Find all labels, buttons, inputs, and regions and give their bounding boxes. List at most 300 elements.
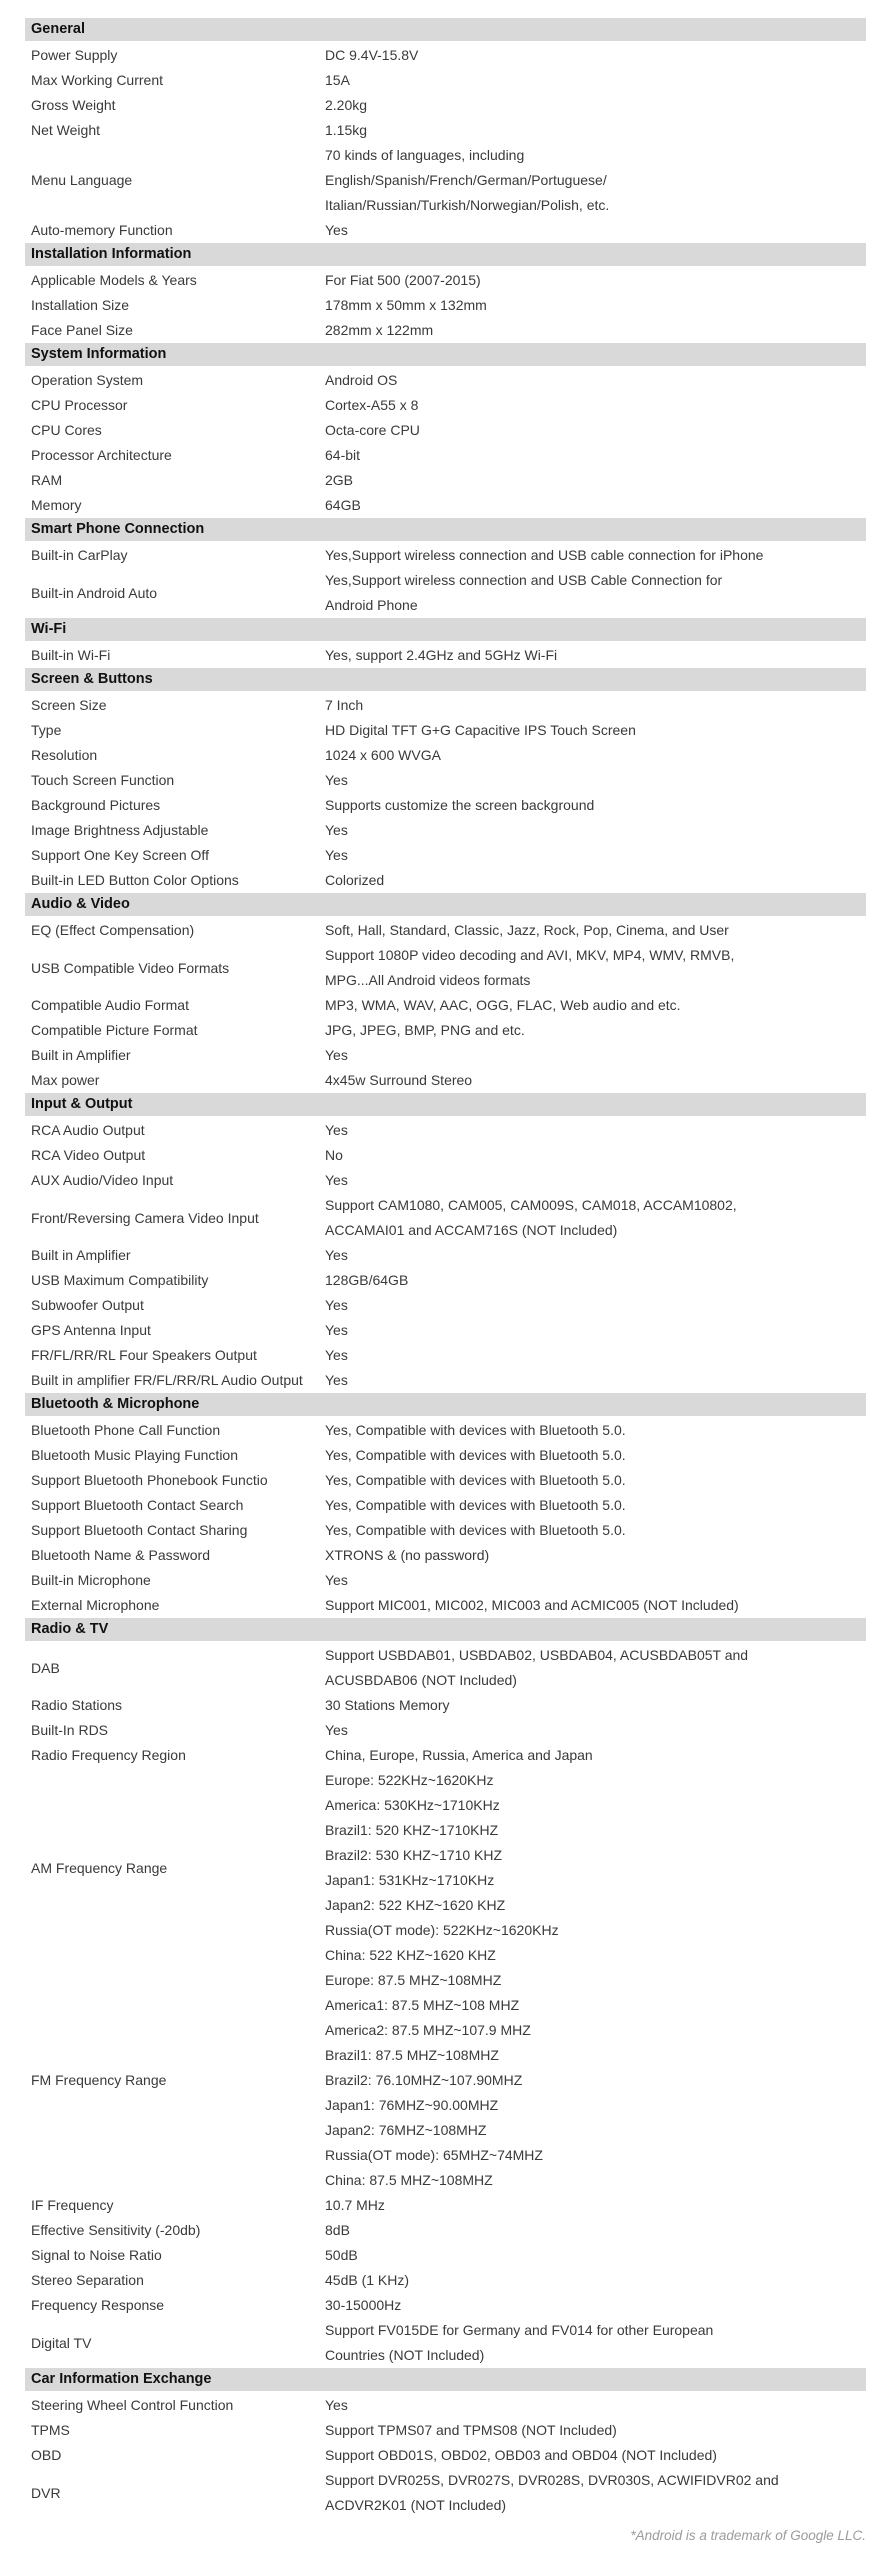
section-title: Audio & Video xyxy=(31,896,130,912)
spec-value-line: Brazil1: 87.5 MHZ~108MHZ xyxy=(325,2047,499,2063)
spec-value-line: Europe: 522KHz~1620KHz xyxy=(325,1772,494,1788)
spec-value-line: Colorized xyxy=(325,872,385,888)
spec-label: Face Panel Size xyxy=(31,322,133,338)
spec-value xyxy=(325,2218,866,2243)
spec-value xyxy=(325,1143,866,1168)
spec-value xyxy=(325,1018,866,1043)
spec-value-line: DC 9.4V-15.8V xyxy=(325,47,419,63)
spec-value-line: Yes xyxy=(325,822,348,838)
spec-label: CPU Cores xyxy=(31,422,102,438)
spec-label: Digital TV xyxy=(31,2334,92,2351)
spec-value-line: ACCAMAI01 and ACCAM716S (NOT Included) xyxy=(325,1222,618,1238)
spec-value xyxy=(325,493,866,518)
spec-value-line: Yes xyxy=(325,222,348,238)
spec-label: Image Brightness Adjustable xyxy=(31,822,209,838)
section-header xyxy=(25,18,866,41)
spec-row xyxy=(25,2243,866,2268)
section-title: Radio & TV xyxy=(31,1621,109,1637)
spec-row xyxy=(25,1068,866,1093)
spec-value-line: Japan2: 522 KHZ~1620 KHZ xyxy=(325,1897,506,1913)
spec-value-line: Support OBD01S, OBD02, OBD03 and OBD04 (NOT Included) xyxy=(325,2447,717,2463)
spec-value xyxy=(325,1243,866,1268)
spec-value-line: Support CAM1080, CAM005, CAM009S, CAM018, ACCAM10802, xyxy=(325,1197,737,1213)
spec-value-line: 1024 x 600 WVGA xyxy=(325,747,441,763)
spec-value-line: Yes, Compatible with devices with Bluetooth 5.0. xyxy=(325,1522,626,1538)
spec-value-line: 15A xyxy=(325,72,350,88)
spec-label: Built-in Android Auto xyxy=(31,584,158,601)
spec-value-line: 30 Stations Memory xyxy=(325,1697,450,1713)
spec-label: Signal to Noise Ratio xyxy=(31,2247,162,2263)
spec-value xyxy=(325,1493,866,1518)
spec-value xyxy=(325,418,866,443)
spec-value xyxy=(325,1368,866,1393)
spec-label: Applicable Models & Years xyxy=(31,272,197,288)
spec-value-line: Japan1: 76MHZ~90.00MHZ xyxy=(325,2097,499,2113)
spec-row xyxy=(25,1418,866,1443)
spec-value-line: For Fiat 500 (2007-2015) xyxy=(325,272,481,288)
spec-label: TPMS xyxy=(31,2422,70,2438)
spec-row xyxy=(25,1518,866,1543)
section-title: General xyxy=(31,21,85,37)
spec-value xyxy=(325,1293,866,1318)
spec-row xyxy=(25,2218,866,2243)
spec-label: Compatible Picture Format xyxy=(31,1022,198,1038)
spec-value xyxy=(325,2318,866,2368)
spec-row xyxy=(25,643,866,668)
spec-value xyxy=(325,543,866,568)
spec-value xyxy=(325,1318,866,1343)
spec-value xyxy=(325,93,866,118)
spec-value xyxy=(325,1193,866,1243)
spec-label: Radio Stations xyxy=(31,1697,123,1713)
spec-row xyxy=(25,2268,866,2293)
spec-value-line: 8dB xyxy=(325,2222,350,2238)
spec-label: USB Maximum Compatibility xyxy=(31,1272,209,1288)
spec-label: Max power xyxy=(31,1072,100,1088)
spec-value-line: Cortex-A55 x 8 xyxy=(325,397,419,413)
spec-value-line: 1.15kg xyxy=(325,122,368,138)
section-header xyxy=(25,668,866,691)
spec-row xyxy=(25,718,866,743)
spec-row xyxy=(25,993,866,1018)
spec-row xyxy=(25,568,866,618)
spec-value xyxy=(325,2443,866,2468)
spec-row xyxy=(25,2293,866,2318)
spec-row xyxy=(25,1018,866,1043)
section-title: Bluetooth & Microphone xyxy=(31,1396,200,1412)
spec-label: Built-in CarPlay xyxy=(31,547,128,563)
spec-value xyxy=(325,468,866,493)
spec-value-line: Yes,Support wireless connection and USB Cable Connection for xyxy=(325,572,723,588)
spec-value-line: Yes, Compatible with devices with Bluetooth 5.0. xyxy=(325,1472,626,1488)
spec-value-line: Support 1080P video decoding and AVI, MKV, MP4, WMV, RMVB, xyxy=(325,947,735,963)
spec-value-line: Soft, Hall, Standard, Classic, Jazz, Rock, Pop, Cinema, and User xyxy=(325,922,729,938)
android-trademark-note: *Android is a trademark of Google LLC. xyxy=(630,2528,866,2543)
spec-row xyxy=(25,68,866,93)
spec-label: AUX Audio/Video Input xyxy=(31,1172,174,1188)
spec-value-line: Supports customize the screen background xyxy=(325,797,595,813)
spec-value xyxy=(325,118,866,143)
spec-value xyxy=(325,1768,866,1968)
spec-value-line: 128GB/64GB xyxy=(325,1272,409,1288)
spec-value xyxy=(325,843,866,868)
spec-value-line: Italian/Russian/Turkish/Norwegian/Polish, etc. xyxy=(325,197,610,213)
spec-value-line: Yes, Compatible with devices with Bluetooth 5.0. xyxy=(325,1497,626,1513)
spec-value-line: Support FV015DE for Germany and FV014 for other European xyxy=(325,2322,714,2338)
spec-value xyxy=(325,268,866,293)
spec-row xyxy=(25,1593,866,1618)
spec-row xyxy=(25,493,866,518)
section-title: Wi-Fi xyxy=(31,621,67,637)
spec-label: IF Frequency xyxy=(31,2197,114,2213)
spec-value-line: Japan1: 531KHz~1710KHz xyxy=(325,1872,495,1888)
spec-value-line: Yes xyxy=(325,1297,348,1313)
spec-label: Net Weight xyxy=(31,122,100,138)
spec-row xyxy=(25,418,866,443)
spec-label: RAM xyxy=(31,472,63,488)
spec-row xyxy=(25,1468,866,1493)
spec-value-line: 64GB xyxy=(325,497,361,513)
spec-value xyxy=(325,868,866,893)
spec-value-line: Android Phone xyxy=(325,597,418,613)
spec-value xyxy=(325,993,866,1018)
spec-value xyxy=(325,643,866,668)
spec-value xyxy=(325,2418,866,2443)
spec-value xyxy=(325,1118,866,1143)
spec-label: Bluetooth Name & Password xyxy=(31,1547,210,1563)
spec-value xyxy=(325,43,866,68)
spec-value-line: Yes xyxy=(325,847,348,863)
spec-value-line: Yes, support 2.4GHz and 5GHz Wi-Fi xyxy=(325,647,558,663)
spec-label: Steering Wheel Control Function xyxy=(31,2397,234,2413)
spec-value xyxy=(325,1543,866,1568)
spec-value-line: Yes xyxy=(325,2397,348,2413)
section-header xyxy=(25,618,866,641)
spec-label: AM Frequency Range xyxy=(31,1859,168,1876)
spec-value xyxy=(325,568,866,618)
spec-row xyxy=(25,43,866,68)
spec-value xyxy=(325,1518,866,1543)
spec-label: Screen Size xyxy=(31,697,107,713)
spec-row xyxy=(25,1568,866,1593)
spec-row xyxy=(25,1493,866,1518)
spec-label: Touch Screen Function xyxy=(31,772,175,788)
spec-value xyxy=(325,1593,866,1618)
spec-value xyxy=(325,293,866,318)
spec-row xyxy=(25,118,866,143)
spec-value-line: Octa-core CPU xyxy=(325,422,420,438)
spec-label: Built-in LED Button Color Options xyxy=(31,872,239,888)
spec-row xyxy=(25,1293,866,1318)
spec-value-line: Yes xyxy=(325,772,348,788)
spec-value xyxy=(325,743,866,768)
spec-value-line: 2GB xyxy=(325,472,354,488)
spec-row xyxy=(25,1318,866,1343)
spec-label: USB Compatible Video Formats xyxy=(31,959,230,976)
spec-label: External Microphone xyxy=(31,1597,160,1613)
spec-value xyxy=(325,1068,866,1093)
spec-row xyxy=(25,1368,866,1393)
spec-value-line: Yes xyxy=(325,1722,348,1738)
spec-row xyxy=(25,2318,866,2368)
spec-value xyxy=(325,1968,866,2193)
spec-label: Power Supply xyxy=(31,47,118,63)
spec-value-line: Yes xyxy=(325,1247,348,1263)
spec-row xyxy=(25,768,866,793)
spec-row xyxy=(25,1643,866,1693)
spec-row xyxy=(25,918,866,943)
spec-row xyxy=(25,93,866,118)
spec-value-line: Russia(OT mode): 65MHZ~74MHZ xyxy=(325,2147,543,2163)
spec-label: CPU Processor xyxy=(31,397,128,413)
spec-label: Built-In RDS xyxy=(31,1722,109,1738)
spec-value xyxy=(325,1643,866,1693)
spec-value-line: Android OS xyxy=(325,372,398,388)
spec-row xyxy=(25,1718,866,1743)
spec-value-line: 2.20kg xyxy=(325,97,368,113)
spec-value xyxy=(325,1418,866,1443)
spec-label: Built in Amplifier xyxy=(31,1047,131,1063)
spec-value xyxy=(325,768,866,793)
spec-row xyxy=(25,743,866,768)
spec-row xyxy=(25,793,866,818)
spec-row xyxy=(25,143,866,218)
spec-label: Frequency Response xyxy=(31,2297,165,2313)
spec-label: Radio Frequency Region xyxy=(31,1747,186,1763)
spec-value-line: 10.7 MHz xyxy=(325,2197,385,2213)
spec-value-line: Russia(OT mode): 522KHz~1620KHz xyxy=(325,1922,559,1938)
spec-label: Front/Reversing Camera Video Input xyxy=(31,1209,259,1226)
spec-value xyxy=(325,1268,866,1293)
spec-label: Processor Architecture xyxy=(31,447,172,463)
section-header xyxy=(25,243,866,266)
spec-row xyxy=(25,1443,866,1468)
spec-value-line: Yes xyxy=(325,1347,348,1363)
spec-value-line: Yes xyxy=(325,1172,348,1188)
spec-label: DVR xyxy=(31,2484,61,2501)
spec-row xyxy=(25,868,866,893)
spec-label: Auto-memory Function xyxy=(31,222,173,238)
spec-label: Bluetooth Phone Call Function xyxy=(31,1422,221,1438)
spec-value xyxy=(325,2193,866,2218)
section-header xyxy=(25,1093,866,1116)
spec-table xyxy=(25,18,866,2518)
spec-label: Stereo Separation xyxy=(31,2272,144,2288)
spec-value-line: America2: 87.5 MHZ~107.9 MHZ xyxy=(325,2022,531,2038)
spec-value-line: America1: 87.5 MHZ~108 MHZ xyxy=(325,1997,520,2013)
spec-value-line: China: 522 KHZ~1620 KHZ xyxy=(325,1947,496,1963)
spec-row xyxy=(25,943,866,993)
spec-value xyxy=(325,68,866,93)
spec-row xyxy=(25,2393,866,2418)
spec-value-line: 30-15000Hz xyxy=(325,2297,402,2313)
spec-row xyxy=(25,1143,866,1168)
section-title: Smart Phone Connection xyxy=(31,521,205,537)
spec-label: Resolution xyxy=(31,747,98,763)
spec-row xyxy=(25,2193,866,2218)
spec-value xyxy=(325,1443,866,1468)
spec-label: Operation System xyxy=(31,372,144,388)
spec-row xyxy=(25,1193,866,1243)
spec-value xyxy=(325,793,866,818)
spec-row xyxy=(25,393,866,418)
spec-value-line: 7 Inch xyxy=(325,697,364,713)
section-header xyxy=(25,2368,866,2391)
spec-label: Max Working Current xyxy=(31,72,164,88)
spec-label: Built-in Wi-Fi xyxy=(31,647,111,663)
section-header xyxy=(25,518,866,541)
spec-value xyxy=(325,1718,866,1743)
spec-value xyxy=(325,2393,866,2418)
spec-row xyxy=(25,693,866,718)
spec-value xyxy=(325,2468,866,2518)
spec-label: Support Bluetooth Phonebook Functio xyxy=(31,1472,268,1488)
spec-value xyxy=(325,718,866,743)
spec-value xyxy=(325,443,866,468)
spec-value-line: 4x45w Surround Stereo xyxy=(325,1072,473,1088)
spec-value-line: Support DVR025S, DVR027S, DVR028S, DVR030S, ACWIFIDVR02 and xyxy=(325,2472,779,2488)
spec-value-line: Yes xyxy=(325,1122,348,1138)
section-title: System Information xyxy=(31,346,167,362)
spec-row xyxy=(25,443,866,468)
spec-row xyxy=(25,318,866,343)
spec-label: Compatible Audio Format xyxy=(31,997,189,1013)
spec-value xyxy=(325,1468,866,1493)
spec-value-line: No xyxy=(325,1147,343,1163)
spec-value-line: 64-bit xyxy=(325,447,361,463)
spec-value xyxy=(325,1568,866,1593)
spec-row xyxy=(25,1968,866,2193)
spec-label: Support One Key Screen Off xyxy=(31,847,209,863)
spec-label: Memory xyxy=(31,497,82,513)
spec-label: GPS Antenna Input xyxy=(31,1322,151,1338)
spec-value-line: 45dB (1 KHz) xyxy=(325,2272,410,2288)
spec-value xyxy=(325,918,866,943)
spec-label: Support Bluetooth Contact Search xyxy=(31,1497,244,1513)
spec-row xyxy=(25,843,866,868)
spec-row xyxy=(25,1693,866,1718)
spec-value-line: Support USBDAB01, USBDAB02, USBDAB04, ACUSBDAB05T and xyxy=(325,1647,749,1663)
section-title: Installation Information xyxy=(31,246,192,262)
section-header xyxy=(25,1618,866,1641)
spec-value-line: JPG, JPEG, BMP, PNG and etc. xyxy=(325,1022,525,1038)
spec-value-line: Yes xyxy=(325,1372,348,1388)
spec-value-line: Japan2: 76MHZ~108MHZ xyxy=(325,2122,487,2138)
spec-label: Effective Sensitivity (-20db) xyxy=(31,2222,201,2238)
spec-value xyxy=(325,368,866,393)
spec-label: DAB xyxy=(31,1659,60,1676)
spec-row xyxy=(25,2443,866,2468)
spec-value-line: 50dB xyxy=(325,2247,358,2263)
spec-row xyxy=(25,2418,866,2443)
spec-row xyxy=(25,1118,866,1143)
spec-row xyxy=(25,543,866,568)
spec-value-line: ACUSBDAB06 (NOT Included) xyxy=(325,1672,517,1688)
spec-row xyxy=(25,218,866,243)
spec-value xyxy=(325,1743,866,1768)
spec-label: FM Frequency Range xyxy=(31,2072,167,2088)
spec-label: RCA Video Output xyxy=(31,1147,146,1163)
spec-value xyxy=(325,1168,866,1193)
spec-label: Gross Weight xyxy=(31,97,116,113)
spec-row xyxy=(25,368,866,393)
spec-label: Menu Language xyxy=(31,172,133,188)
spec-label: EQ (Effect Compensation) xyxy=(31,922,195,938)
spec-value xyxy=(325,393,866,418)
section-header xyxy=(25,343,866,366)
spec-value-line: Yes,Support wireless connection and USB cable connection for iPhone xyxy=(325,547,764,563)
spec-value xyxy=(325,1343,866,1368)
spec-value xyxy=(325,143,866,218)
spec-value xyxy=(325,693,866,718)
spec-value-line: China: 87.5 MHZ~108MHZ xyxy=(325,2172,493,2188)
spec-value xyxy=(325,818,866,843)
spec-value-line: America: 530KHz~1710KHz xyxy=(325,1797,500,1813)
section-title: Screen & Buttons xyxy=(31,671,153,687)
spec-value xyxy=(325,1693,866,1718)
section-header xyxy=(25,1393,866,1416)
spec-value-line: Countries (NOT Included) xyxy=(325,2347,485,2363)
spec-value-line: Europe: 87.5 MHZ~108MHZ xyxy=(325,1972,502,1988)
section-header xyxy=(25,893,866,916)
spec-label: Type xyxy=(31,722,62,738)
spec-label: Background Pictures xyxy=(31,797,161,813)
spec-value-line: Yes, Compatible with devices with Bluetooth 5.0. xyxy=(325,1447,626,1463)
spec-value-line: Yes xyxy=(325,1322,348,1338)
spec-row xyxy=(25,1043,866,1068)
spec-label: Built in amplifier FR/FL/RR/RL Audio Output xyxy=(31,1372,303,1388)
spec-value xyxy=(325,318,866,343)
spec-row xyxy=(25,268,866,293)
spec-label: Installation Size xyxy=(31,297,130,313)
spec-value xyxy=(325,943,866,993)
spec-row xyxy=(25,1768,866,1968)
spec-value xyxy=(325,2268,866,2293)
spec-label: RCA Audio Output xyxy=(31,1122,145,1138)
spec-label: Built in Amplifier xyxy=(31,1247,131,1263)
spec-value-line: ACDVR2K01 (NOT Included) xyxy=(325,2497,507,2513)
spec-value-line: China, Europe, Russia, America and Japan xyxy=(325,1747,593,1763)
spec-value xyxy=(325,218,866,243)
spec-value-line: XTRONS & (no password) xyxy=(325,1547,490,1563)
spec-value-line: Brazil1: 520 KHZ~1710KHZ xyxy=(325,1822,499,1838)
spec-value xyxy=(325,1043,866,1068)
spec-value-line: Yes xyxy=(325,1572,348,1588)
spec-value-line: MPG...All Android videos formats xyxy=(325,972,531,988)
spec-label: Support Bluetooth Contact Sharing xyxy=(31,1522,248,1538)
spec-row xyxy=(25,2468,866,2518)
spec-row xyxy=(25,293,866,318)
spec-label: OBD xyxy=(31,2447,62,2463)
spec-value-line: Brazil2: 530 KHZ~1710 KHZ xyxy=(325,1847,503,1863)
spec-value-line: 282mm x 122mm xyxy=(325,322,434,338)
spec-label: FR/FL/RR/RL Four Speakers Output xyxy=(31,1347,257,1363)
section-title: Car Information Exchange xyxy=(31,2371,212,2387)
spec-value xyxy=(325,2243,866,2268)
spec-value-line: HD Digital TFT G+G Capacitive IPS Touch Screen xyxy=(325,722,636,738)
spec-value xyxy=(325,2293,866,2318)
spec-value-line: 70 kinds of languages, including xyxy=(325,147,525,163)
spec-value-line: Yes xyxy=(325,1047,348,1063)
spec-row xyxy=(25,1543,866,1568)
spec-row xyxy=(25,468,866,493)
spec-row xyxy=(25,1168,866,1193)
spec-label: Built-in Microphone xyxy=(31,1572,151,1588)
spec-row xyxy=(25,1343,866,1368)
spec-value-line: English/Spanish/French/German/Portuguese/ xyxy=(325,172,607,188)
spec-value-line: Brazil2: 76.10MHZ~107.90MHZ xyxy=(325,2072,523,2088)
spec-label: Subwoofer Output xyxy=(31,1297,144,1313)
